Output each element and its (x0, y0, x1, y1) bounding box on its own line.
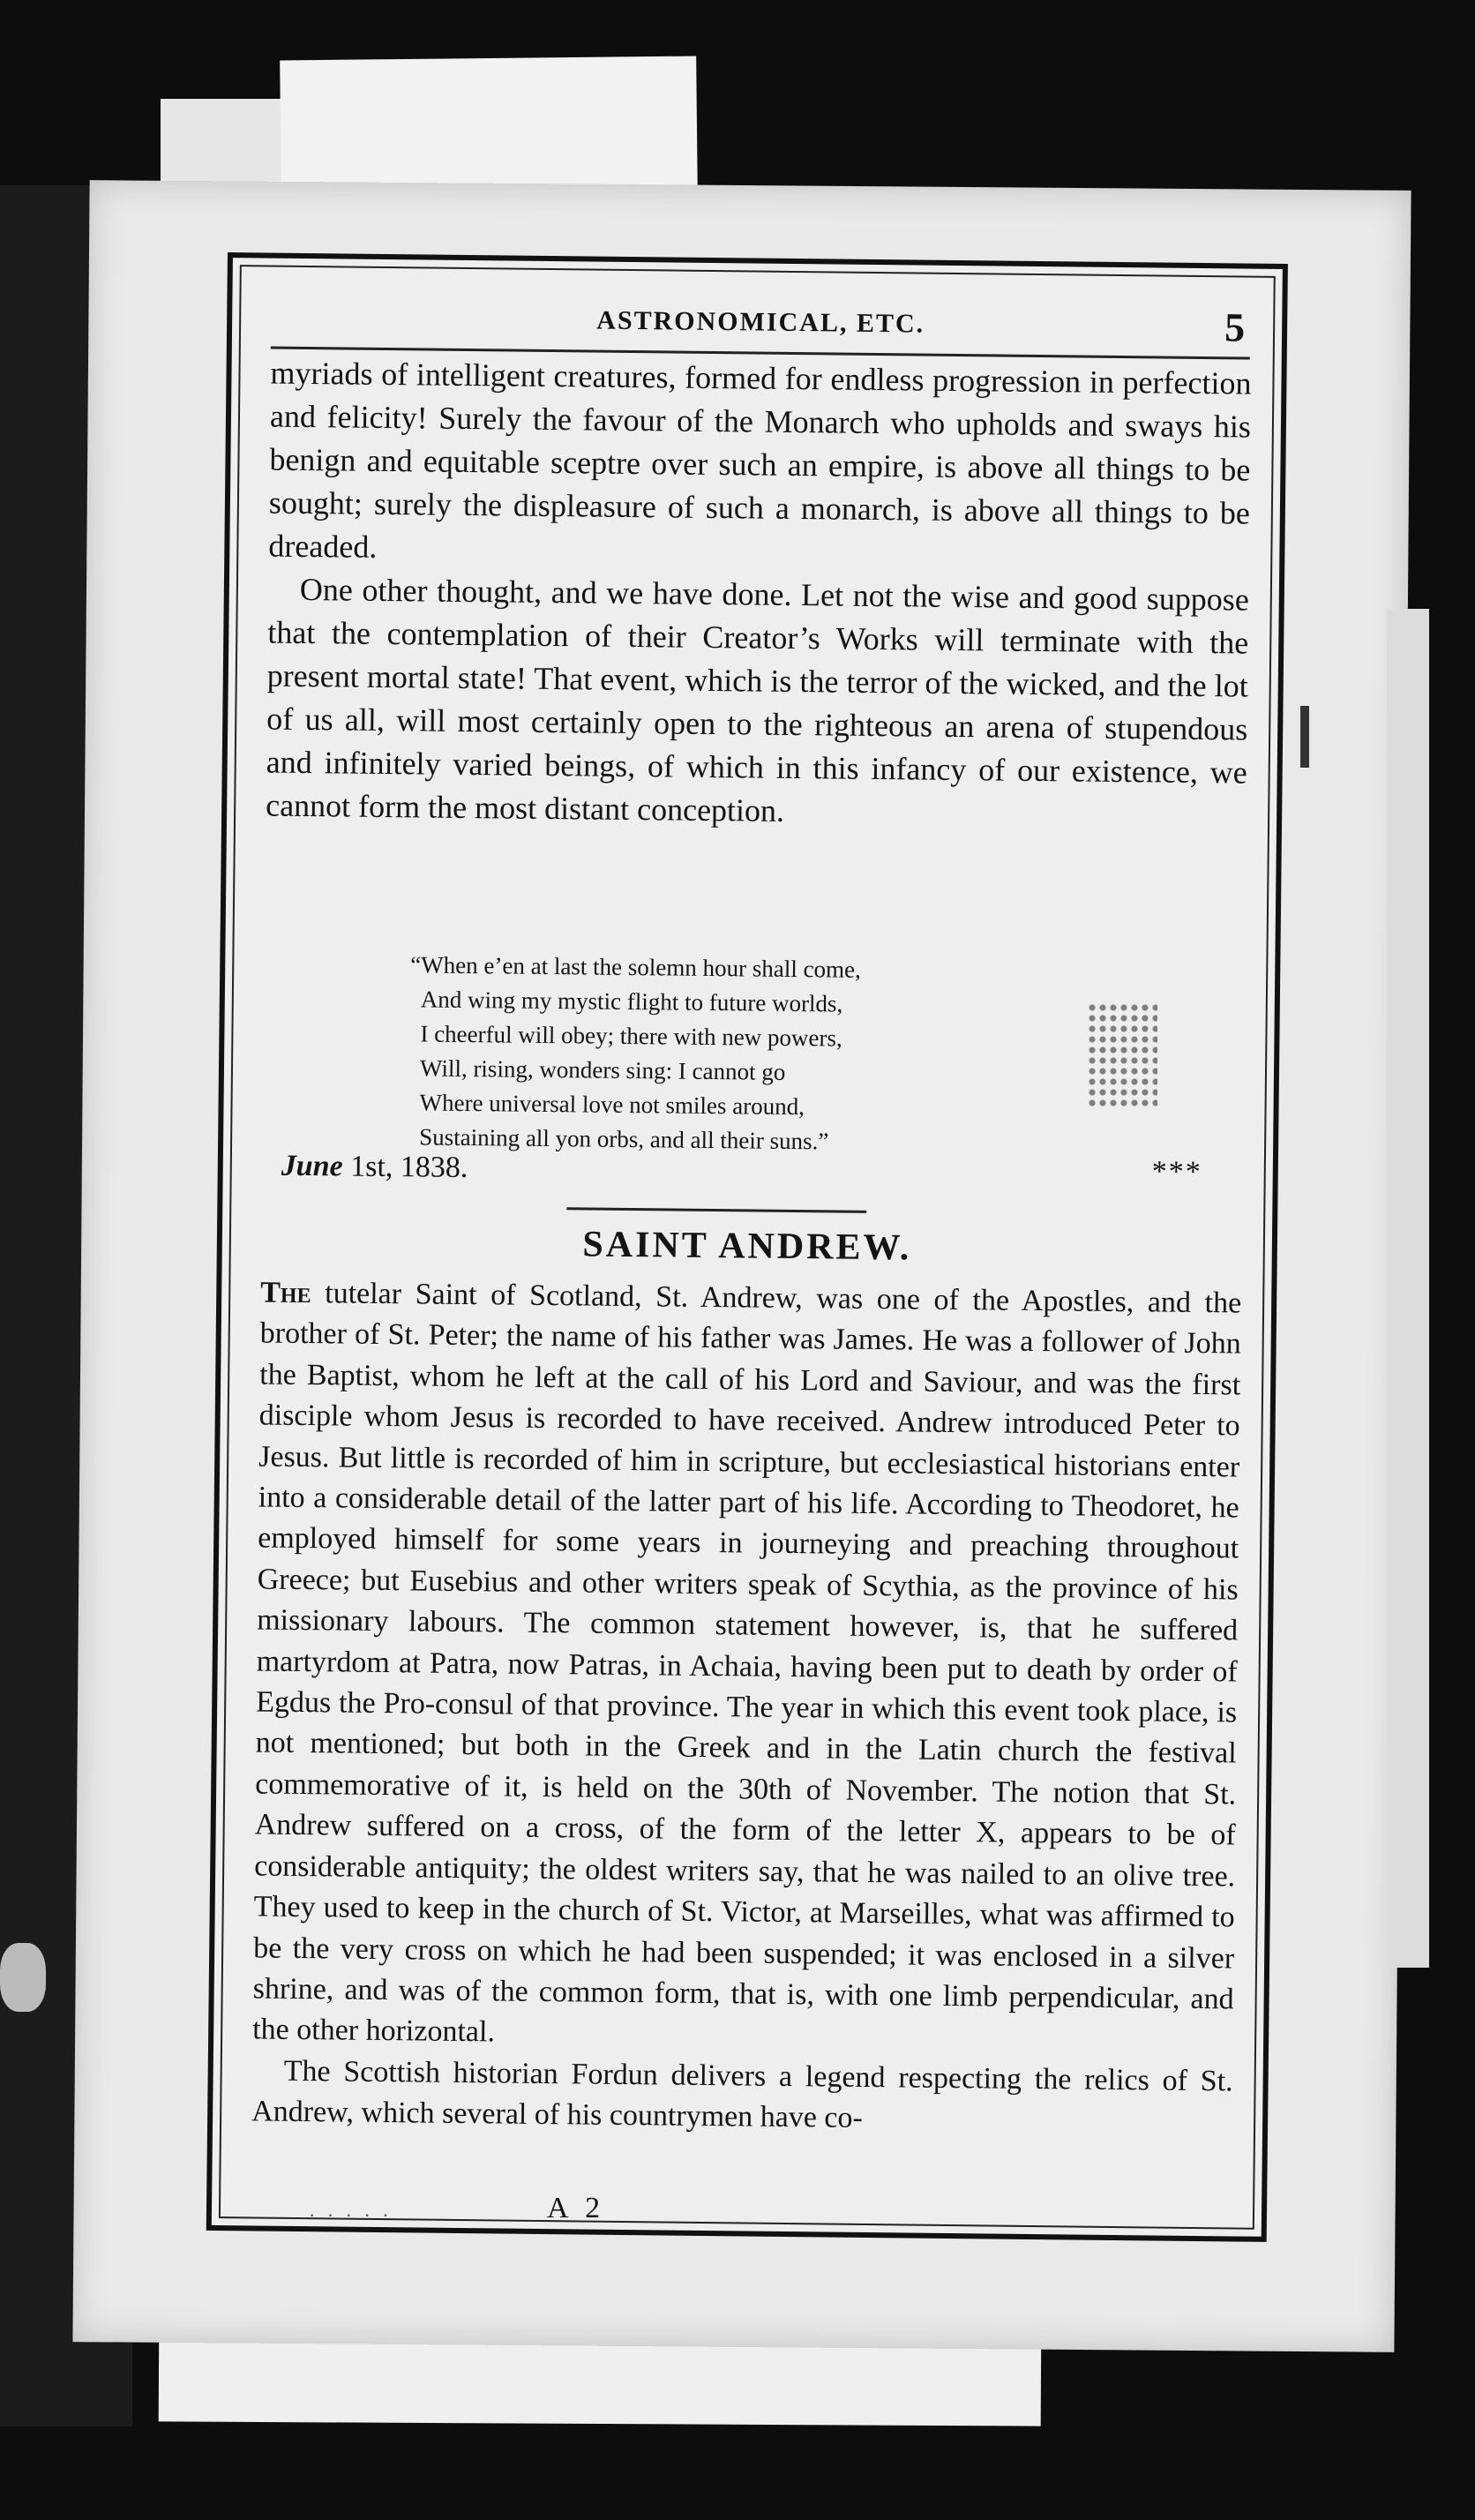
paragraph (252, 1272, 1241, 2061)
poem-line: I cheerful will obey; there with new powers, (420, 1020, 842, 1052)
edge-stain (0, 1943, 46, 2012)
section-divider (566, 1207, 866, 1213)
lead-word: The (260, 1276, 311, 1310)
poem-line: Will, rising, wonders sing: I cannot go (419, 1054, 786, 1085)
closing-asterisks: *** (1151, 1155, 1202, 1189)
dateline (281, 1150, 468, 1185)
page-edge-strip (1387, 609, 1429, 1968)
poem-line: Sustaining all yon orbs, and all their suns.” (419, 1123, 829, 1155)
paragraph: One other thought, and we have done. Let not the wise and good suppose that the contemplation of their Creator’s Works will terminate with the present mortal state! That event, which is the terror of the wicked, and the lot of us all, will most certainly open to the righteous an arena of stupendous and infinitely varied beings, of which in this infancy of our existence, we cannot form the most distant conception. (266, 571, 1250, 829)
date-month: June (281, 1149, 343, 1183)
running-head (271, 297, 1251, 360)
paragraph-body: tutelar Saint of Scotland, St. Andrew, was one of the Apostles, and the brother of St. Peter; the name of his father was James. He was a follower of John the Baptist, whom he left at the call of his Lord and Saviour, and was the first disciple whom Jesus is recorded to have received. Andrew introduced Peter to Jesus. But little is recorded of him in scripture, but ecclesiastical historians enter into a considerable detail of the latter part of his life. According to Theodoret, he employed himself for some years in journeying and preaching throughout Greece; but Eusebius and other writers speak of Scythia, as the province of his missionary labours. The common statement however, is, that he suffered martyrdom at Patra, now Patras, in Achaia, having been put to death by order of Egdus the Pro-consul of that province. The year in which this event took place, is not mentioned; but both in the Greek and in the Latin church the festival commemorative of it, is held on the 30th of November. The notion that St. Andrew suffered on a cross, of the form of the letter X, appears to be of considerable antiquity; the oldest writers say, that he was nailed to an olive tree. They used to keep in the church of St. Victor, at Marseilles, what was affirmed to be the very cross on which he had been suspended; it was enclosed in a silver shrine, and was of the common form, that is, with one limb perpendicular, and the other horizontal. (252, 1277, 1242, 2049)
running-title: ASTRONOMICAL, ETC. (596, 305, 925, 339)
ink-stain (1087, 1002, 1157, 1108)
text-frame (206, 252, 1288, 2242)
article-astronomical (266, 352, 1252, 838)
page-number: 5 (1224, 304, 1246, 350)
edge-mark (1300, 706, 1309, 768)
section-title: SAINT ANDREW. (582, 1224, 912, 1269)
poem-quotation (408, 948, 975, 1160)
poem-line: And wing my mystic flight to future worlds, (420, 986, 843, 1017)
paper-tab-top (280, 56, 698, 202)
smudge-marks: · · · · · (309, 2204, 393, 2226)
poem-line: “When e’en at last the solemn hour shall come, (410, 951, 861, 983)
text-frame-inner (219, 265, 1276, 2230)
paragraph: The Scottish historian Fordun delivers a legend respecting the relics of St. Andrew, which several of his countrymen have co- (251, 2054, 1233, 2135)
printer-signature: A 2 (547, 2192, 606, 2224)
article-saint-andrew (251, 1272, 1241, 2143)
paragraph: myriads of intelligent creatures, formed for endless progression in perfection and felicity! Surely the favour of the Monarch who upholds and sways his benign and equitable sceptre over such an empire, is above all things to be sought; surely the displeasure of such a monarch, is above all things to be dreaded. (268, 355, 1252, 565)
date-rest: 1st, 1838. (342, 1150, 468, 1185)
poem-line: Where universal love not smiles around, (419, 1089, 805, 1121)
